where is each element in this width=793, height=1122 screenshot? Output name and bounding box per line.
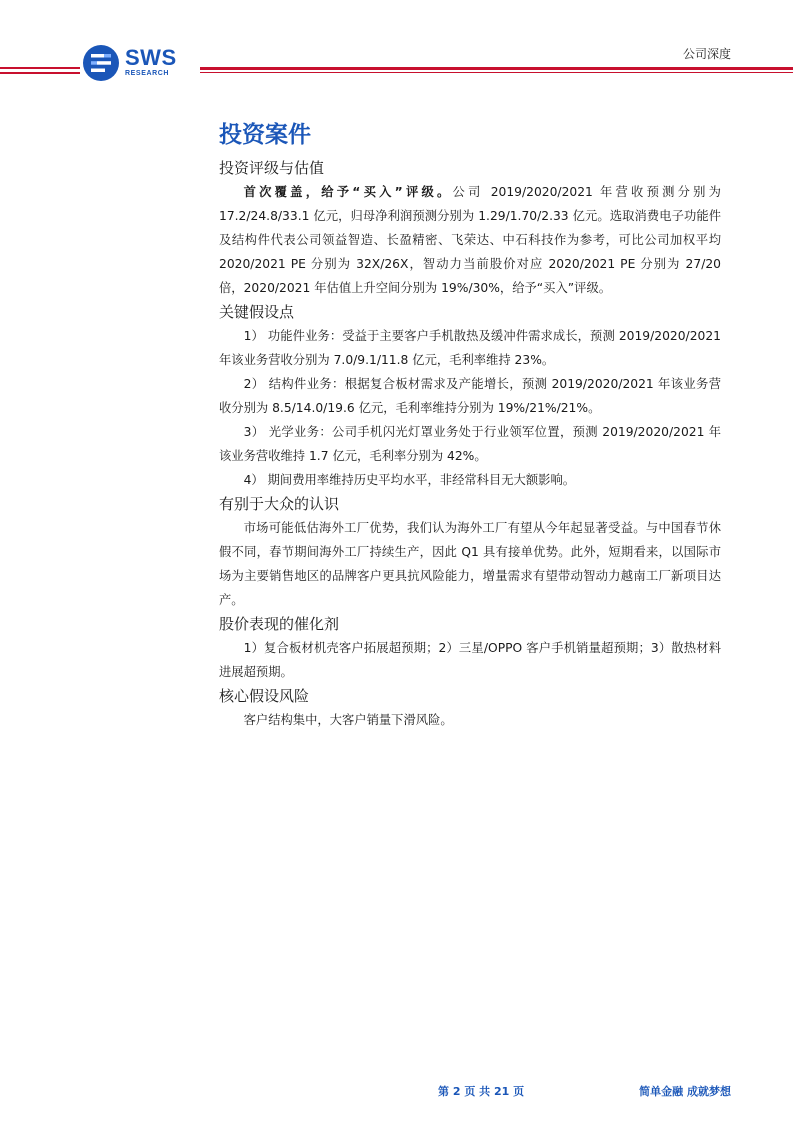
risk-paragraph: 客户结构集中，大客户销量下滑风险。 (243, 713, 453, 727)
rating-text: 公司 2019/2020/2021 年营收预测分别为 17.2/24.8/33.1 亿元，归母净利润预测分别为 1.29/1.70/2.33 亿元。选取消费电子功能件及结构件代表公司领益智造、长盈精密、飞荣达、中石科技作为参考，可比公司加权平均 2020/2021 PE 分别为 32X/26X，智动力当前股价对应 2020/2021 PE 分别为 27/20 倍，2020/2021 年估值上升空间分别为 19%/30%，给予“买入”评级。 (219, 185, 721, 295)
footer-slogan: 简单金融 成就梦想 (639, 1085, 731, 1098)
rating-paragraph (219, 180, 721, 300)
logo-wordmark (125, 47, 177, 78)
assumption-item: 3） 光学业务：公司手机闪光灯罩业务处于行业领军位置，预测 2019/2020/2021 年该业务营收维持 1.7 亿元，毛利率分别为 42%。 (219, 425, 721, 463)
section-heading-risk: 核心假设风险 (219, 687, 310, 705)
section-heading-catalyst: 股价表现的催化剂 (219, 615, 340, 633)
report-type-label: 公司深度 (682, 47, 731, 61)
header-rule-right (200, 67, 793, 70)
assumption-item: 4） 期间费用率维持历史平均水平，非经常科目无大额影响。 (243, 473, 576, 487)
assumption-item: 2） 结构件业务：根据复合板材需求及产能增长，预测 2019/2020/2021 年该业务营收分别为 8.5/14.0/19.6 亿元，毛利率维持分别为 19%/21%/21%。 (219, 377, 721, 415)
section-heading-assumptions: 关键假设点 (219, 303, 295, 321)
page-header (0, 0, 793, 100)
catalyst-paragraph: 1）复合板材机壳客户拓展超预期；2）三星/OPPO 客户手机销量超预期；3）散热材料进展超预期。 (219, 641, 721, 679)
assumption-item: 1） 功能件业务：受益于主要客户手机散热及缓冲件需求成长，预测 2019/2020/2021 年该业务营收分别为 7.0/9.1/11.8 亿元，毛利率维持 23%。 (219, 329, 721, 367)
header-rule-left-thin (0, 72, 80, 74)
header-rule-right-thin (200, 72, 793, 73)
logo-sub-text: RESEARCH (125, 70, 170, 77)
main-content (219, 117, 721, 732)
rating-lead: 首次覆盖，给予“买入”评级。 (243, 185, 453, 199)
logo-main-text: SWS (125, 45, 177, 70)
page-title: 投资案件 (219, 122, 311, 148)
page-number: 第 2 页 共 21 页 (438, 1085, 525, 1098)
differ-paragraph: 市场可能低估海外工厂优势，我们认为海外工厂有望从今年起显著受益。与中国春节休假不同，春节期间海外工厂持续生产，因此 Q1 具有接单优势。此外，短期看来，以国际市场为主要销售地区的品牌客户更具抗风险能力，增量需求有望带动智动力越南工厂新项目达产。 (219, 521, 721, 607)
header-rule-left (0, 67, 80, 69)
section-heading-differ: 有别于大众的认识 (219, 495, 340, 513)
sws-logo-icon (82, 44, 120, 82)
section-heading-rating: 投资评级与估值 (219, 159, 325, 177)
